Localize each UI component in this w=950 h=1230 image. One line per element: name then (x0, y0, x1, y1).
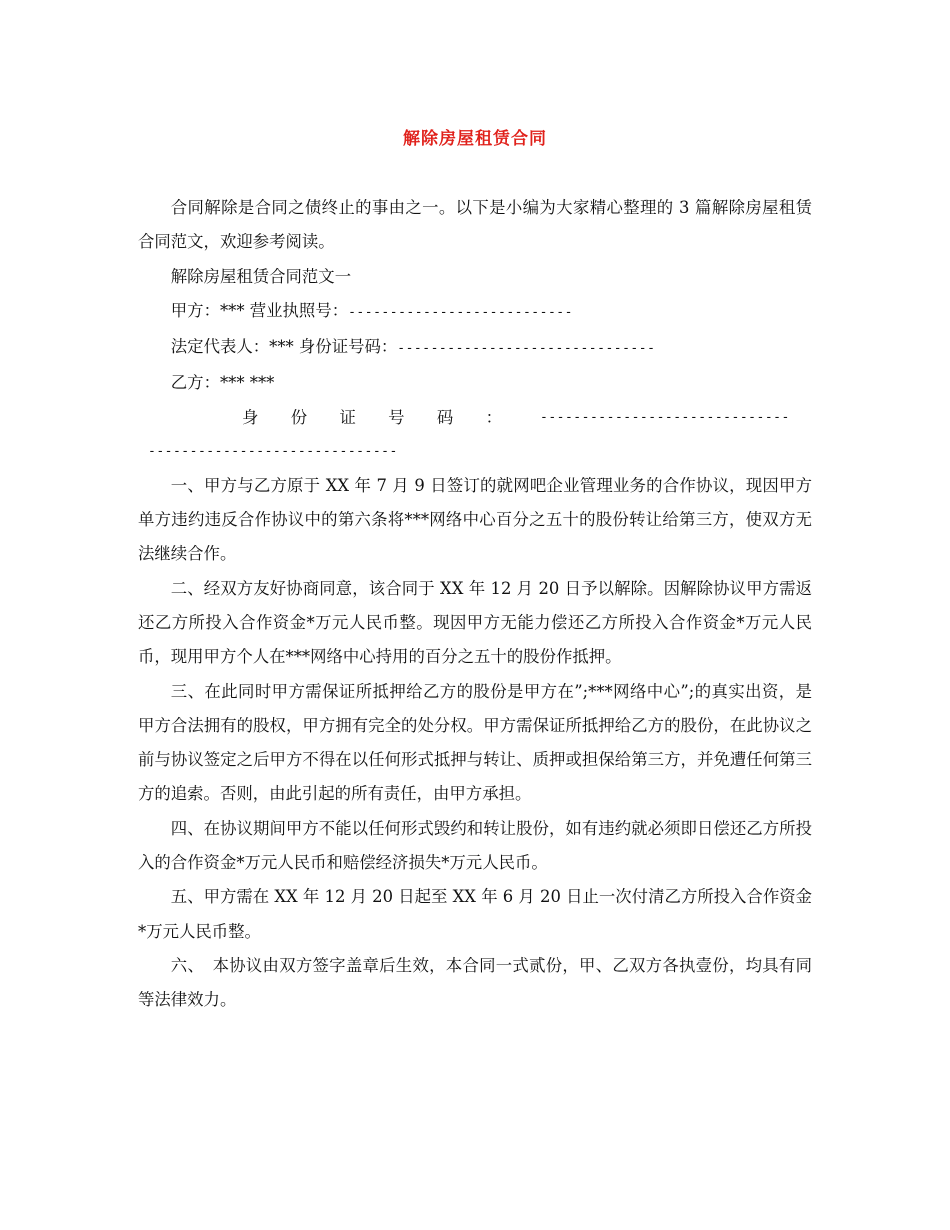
party-b-line: 乙方：*** *** (170, 373, 275, 393)
legal-rep-line (138, 330, 812, 366)
legal-rep-label: 法定代表人：*** 身份证号码： (170, 337, 398, 357)
clause-5: 五、甲方需在 XX 年 12 月 20 日起至 XX 年 6 月 20 日止一次付清乙方所投入合作资金*万元人民币整。 (138, 887, 812, 941)
id-number-label (242, 401, 502, 435)
id-char: 份 (290, 407, 308, 427)
legal-rep-id-blank: ------------------------------- (397, 341, 656, 357)
id-char: 码 (436, 407, 454, 427)
party-a-line (138, 294, 812, 330)
document-title: 解除房屋租赁合同 (403, 129, 547, 149)
document-body (138, 191, 812, 1018)
party-a-label: 甲方：*** 营业执照号： (170, 300, 349, 320)
id-char: ： (485, 407, 502, 427)
id-char: 证 (339, 407, 356, 427)
clause-6: 六、 本协议由双方签字盖章后生效，本合同一式贰份，甲、乙双方各执壹份，均具有同等法律效力。 (138, 955, 812, 1010)
section-title: 解除房屋租赁合同范文一 (170, 266, 352, 286)
clause-4: 四、在协议期间甲方不能以任何形式毁约和转让股份，如有违约就必须即日偿还乙方所投入的合作资金*万元人民币和赔偿经济损失*万元人民币。 (138, 818, 812, 873)
intro-paragraph: 合同解除是合同之债终止的事由之一。以下是小编为大家精心整理的 3 篇解除房屋租赁合同范文，欢迎参考阅读。 (138, 198, 812, 252)
clause-3: 三、在此同时甲方需保证所抵押给乙方的股份是甲方在”;***网络中心”;的真实出资，是甲方合法拥有的股权，甲方拥有完全的处分权。甲方需保证所抵押给乙方的股份，在此协议之前与协议签定之后甲方不得在以任何形式抵押与转让、质押或担保给第三方，并免遭任何第三方的追索。否则，由此引起的所有责任，由甲方承担。 (138, 681, 812, 804)
id-char: 身 (242, 407, 259, 427)
id-char: 号 (388, 407, 405, 427)
clause-1: 一、甲方与乙方原于 XX 年 7 月 9 日签订的就网吧企业管理业务的合作协议，现因甲方单方违约违反合作协议中的第六条将***网络中心百分之五十的股份转让给第三方，使双方无法继续合作。 (138, 475, 812, 564)
id-number-line-2 (138, 435, 812, 469)
party-a-license-blank: --------------------------- (348, 304, 573, 320)
id-number-blank-1: ------------------------------ (540, 409, 790, 425)
id-number-line (138, 401, 812, 435)
clause-2: 二、经双方友好协商同意，该合同于 XX 年 12 月 20 日予以解除。因解除协议甲方需返还乙方所投入合作资金*万元人民币整。现因甲方无能力偿还乙方所投入合作资金*万元人民币，现用甲方个人在***网络中心持用的百分之五十的股份作抵押。 (138, 578, 812, 667)
id-number-blank-2: ------------------------------ (148, 443, 398, 459)
